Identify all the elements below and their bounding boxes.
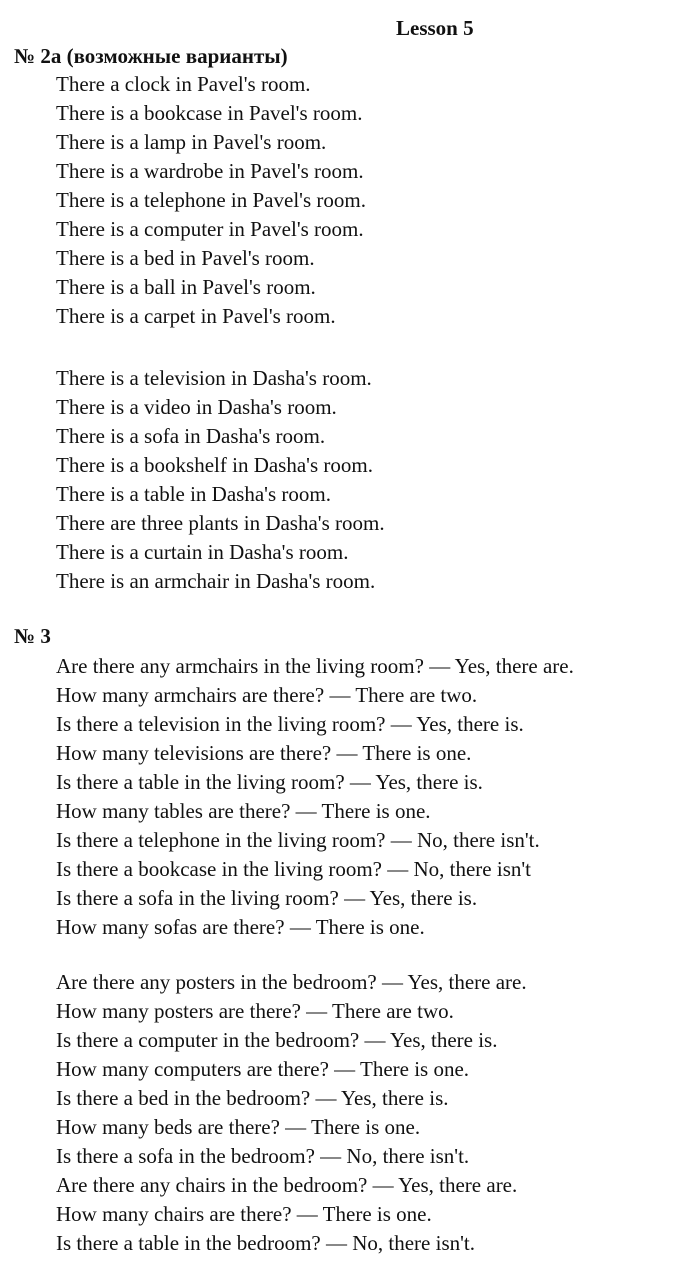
sentence-line: There is a bookshelf in Dasha's room. xyxy=(56,453,373,477)
sentence-line: There is a ball in Pavel's room. xyxy=(56,275,316,299)
exercise-2a-heading: № 2a (возможные варианты) xyxy=(14,44,288,68)
living-room-dialogue xyxy=(56,652,574,942)
dialogue-line: Are there any posters in the bedroom? — Yes, there are. xyxy=(56,970,527,994)
lesson-title: Lesson 5 xyxy=(396,16,474,40)
sentence-line: There is a telephone in Pavel's room. xyxy=(56,188,366,212)
dialogue-line: Is there a computer in the bedroom? — Yes, there is. xyxy=(56,1028,498,1052)
sentence-line: There is a lamp in Pavel's room. xyxy=(56,130,327,154)
sentence-line: There is a sofa in Dasha's room. xyxy=(56,424,326,448)
dialogue-line: Is there a telephone in the living room? — No, there isn't. xyxy=(56,828,540,852)
sentence-line: There is a computer in Pavel's room. xyxy=(56,217,364,241)
exercise-3-heading: № 3 xyxy=(14,624,51,648)
sentence-line: There is a carpet in Pavel's room. xyxy=(56,304,336,328)
sentence-line: There is a bookcase in Pavel's room. xyxy=(56,101,363,125)
sentence-line: There a clock in Pavel's room. xyxy=(56,72,311,96)
dialogue-line: How many posters are there? — There are two. xyxy=(56,999,454,1023)
dialogue-line: Are there any chairs in the bedroom? — Yes, there are. xyxy=(56,1173,518,1197)
pavel-room-sentences xyxy=(56,70,366,331)
sentence-line: There is a curtain in Dasha's room. xyxy=(56,540,349,564)
dialogue-line: Is there a table in the bedroom? — No, there isn't. xyxy=(56,1231,475,1255)
dialogue-line: Is there a sofa in the living room? — Yes, there is. xyxy=(56,886,478,910)
dialogue-line: How many tables are there? — There is one. xyxy=(56,799,431,823)
dialogue-line: Is there a bookcase in the living room? — No, there isn't xyxy=(56,857,531,881)
bedroom-dialogue xyxy=(56,968,527,1258)
sentence-line: There is an armchair in Dasha's room. xyxy=(56,569,376,593)
dialogue-line: How many televisions are there? — There is one. xyxy=(56,741,472,765)
sentence-line: There are three plants in Dasha's room. xyxy=(56,511,385,535)
sentence-line: There is a table in Dasha's room. xyxy=(56,482,331,506)
dialogue-line: How many beds are there? — There is one. xyxy=(56,1115,421,1139)
dialogue-line: How many sofas are there? — There is one. xyxy=(56,915,425,939)
dasha-room-sentences xyxy=(56,364,385,596)
dialogue-line: How many computers are there? — There is one. xyxy=(56,1057,470,1081)
sentence-line: There is a video in Dasha's room. xyxy=(56,395,337,419)
dialogue-line: How many chairs are there? — There is one. xyxy=(56,1202,432,1226)
sentence-line: There is a wardrobe in Pavel's room. xyxy=(56,159,364,183)
sentence-line: There is a television in Dasha's room. xyxy=(56,366,372,390)
dialogue-line: How many armchairs are there? — There are two. xyxy=(56,683,478,707)
sentence-line: There is a bed in Pavel's room. xyxy=(56,246,315,270)
dialogue-line: Is there a table in the living room? — Yes, there is. xyxy=(56,770,483,794)
dialogue-line: Is there a sofa in the bedroom? — No, there isn't. xyxy=(56,1144,470,1168)
dialogue-line: Are there any armchairs in the living room? — Yes, there are. xyxy=(56,654,574,678)
dialogue-line: Is there a television in the living room? — Yes, there is. xyxy=(56,712,524,736)
dialogue-line: Is there a bed in the bedroom? — Yes, there is. xyxy=(56,1086,449,1110)
